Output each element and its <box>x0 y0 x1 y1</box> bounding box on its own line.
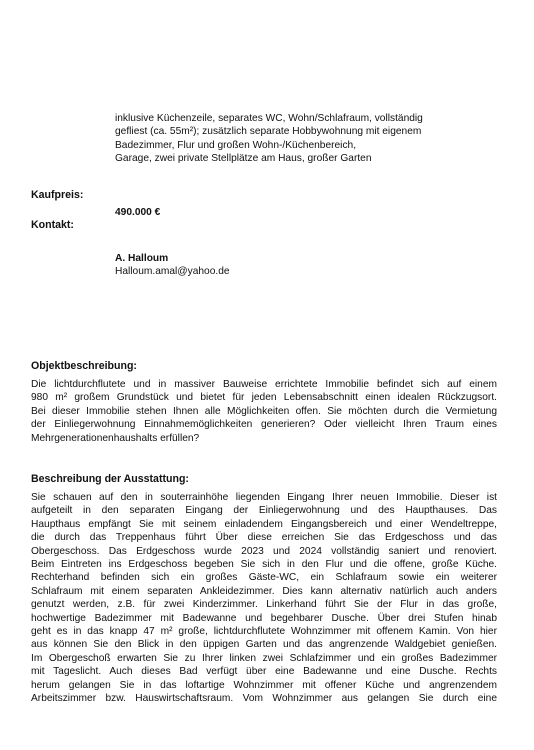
intro-line: gefliest (ca. 55m²); zusätzlich separate Hobbywohnung mit eigenem <box>115 126 422 138</box>
paragraph-line: mit Tageslicht. Auch dieses Bad verfügt über eine Badewanne und eine Dusche. Rechts <box>31 666 497 678</box>
paragraph-line: Arbeitszimmer bzw. Hauswirtschaftsraum. Vom Wohnzimmer aus gelangen Sie durch eine <box>31 693 497 705</box>
kaufpreis-value: 490.000 € <box>115 207 161 218</box>
objektbeschreibung-heading: Objektbeschreibung: <box>31 360 137 372</box>
intro-line: Badezimmer, Flur und großen Wohn-/Küchenbereich, <box>115 139 357 151</box>
paragraph-line: geht es in das knapp 47 m² große, lichtdurchflutete Wohnzimmer mit offenem Kamin. Von hier <box>31 626 497 638</box>
paragraph-line: Die lichtdurchflutete und in massiver Bauweise errichtete Immobilie befindet sich auf einem <box>31 379 497 390</box>
paragraph-line: Haupthaus empfängt Sie mit seinem einladendem Eingangsbereich und einer Wendeltreppe, <box>31 518 497 530</box>
objektbeschreibung-text <box>31 378 497 445</box>
ausstattung-text <box>31 491 497 706</box>
paragraph-line: Schlafraum mit einem separaten Ankleidezimmer. Dies kann alternativ natürlich auch anders <box>31 585 497 597</box>
paragraph-line: aus können Sie den Blick in den üppigen Garten und das angrenzende Waldgebiet genießen. <box>31 639 497 651</box>
contact-email[interactable]: Halloum.amal@yahoo.de <box>115 266 230 277</box>
intro-text <box>115 112 475 166</box>
paragraph-line: der Einliegerwohnung Einnahmemöglichkeiten generieren? Oder vielleicht Ihren Traum eines <box>31 419 497 431</box>
paragraph-line: genutzt werden, z.B. für zwei Kinderzimmer. Linkerhand führt Sie der Flur in das große, <box>31 599 497 611</box>
kontakt-label: Kontakt: <box>31 219 74 231</box>
paragraph-line: herum gelangen Sie in das loftartige Wohnzimmer mit offener Küche und angrenzendem <box>31 679 497 691</box>
contact-name: A. Halloum <box>115 253 169 264</box>
kaufpreis-label: Kaufpreis: <box>31 189 84 201</box>
paragraph-line: aufgeteilt in den separaten Eingang der Einliegerwohnung und des Haupthauses. Das <box>31 505 497 517</box>
paragraph-line: hochwertige Badezimmer mit Badewanne und begehbarer Dusche. Über drei Stufen hinab <box>31 612 497 624</box>
intro-line: Garage, zwei private Stellplätze am Haus, großer Garten <box>115 153 372 165</box>
paragraph-line: Beim Eintreten ins Erdgeschoss begeben Sie sich in den Flur und die offene, große Küche. <box>31 559 497 571</box>
ausstattung-heading: Beschreibung der Ausstattung: <box>31 473 189 485</box>
paragraph-line: die durch das Treppenhaus führt Über diese erreichen Sie das Erdgeschoss und das <box>31 532 497 544</box>
paragraph-line: Rechterhand befinden sich ein großes Gäste-WC, ein Schlafraum sowie ein weiterer <box>31 572 497 584</box>
paragraph-line: 980 m² großem Grundstück und bietet für jeden Lebensabschnitt einen idealen Rückzugsort. <box>31 392 497 404</box>
paragraph-line: Obergeschoss. Das Erdgeschoss wurde 2023 und 2024 vollständig saniert und renoviert. <box>31 545 497 557</box>
paragraph-line: Bei dieser Immobilie stehen Ihnen alle Möglichkeiten offen. Sie möchten durch die Vermietung <box>31 405 497 417</box>
intro-line: inklusive Küchenzeile, separates WC, Wohn/Schlafraum, vollständig <box>115 113 423 124</box>
paragraph-line: Mehrgenerationenhaushalts erfüllen? <box>31 432 200 444</box>
paragraph-line: Sie schauen auf den in souterrainhöhe liegenden Eingang Ihrer neuen Immobilie. Dieser ist <box>31 492 497 503</box>
paragraph-line: Im Obergeschoß erwarten Sie zu Ihrer linken zwei Schlafzimmer und ein großes Badezimmer <box>31 652 497 664</box>
